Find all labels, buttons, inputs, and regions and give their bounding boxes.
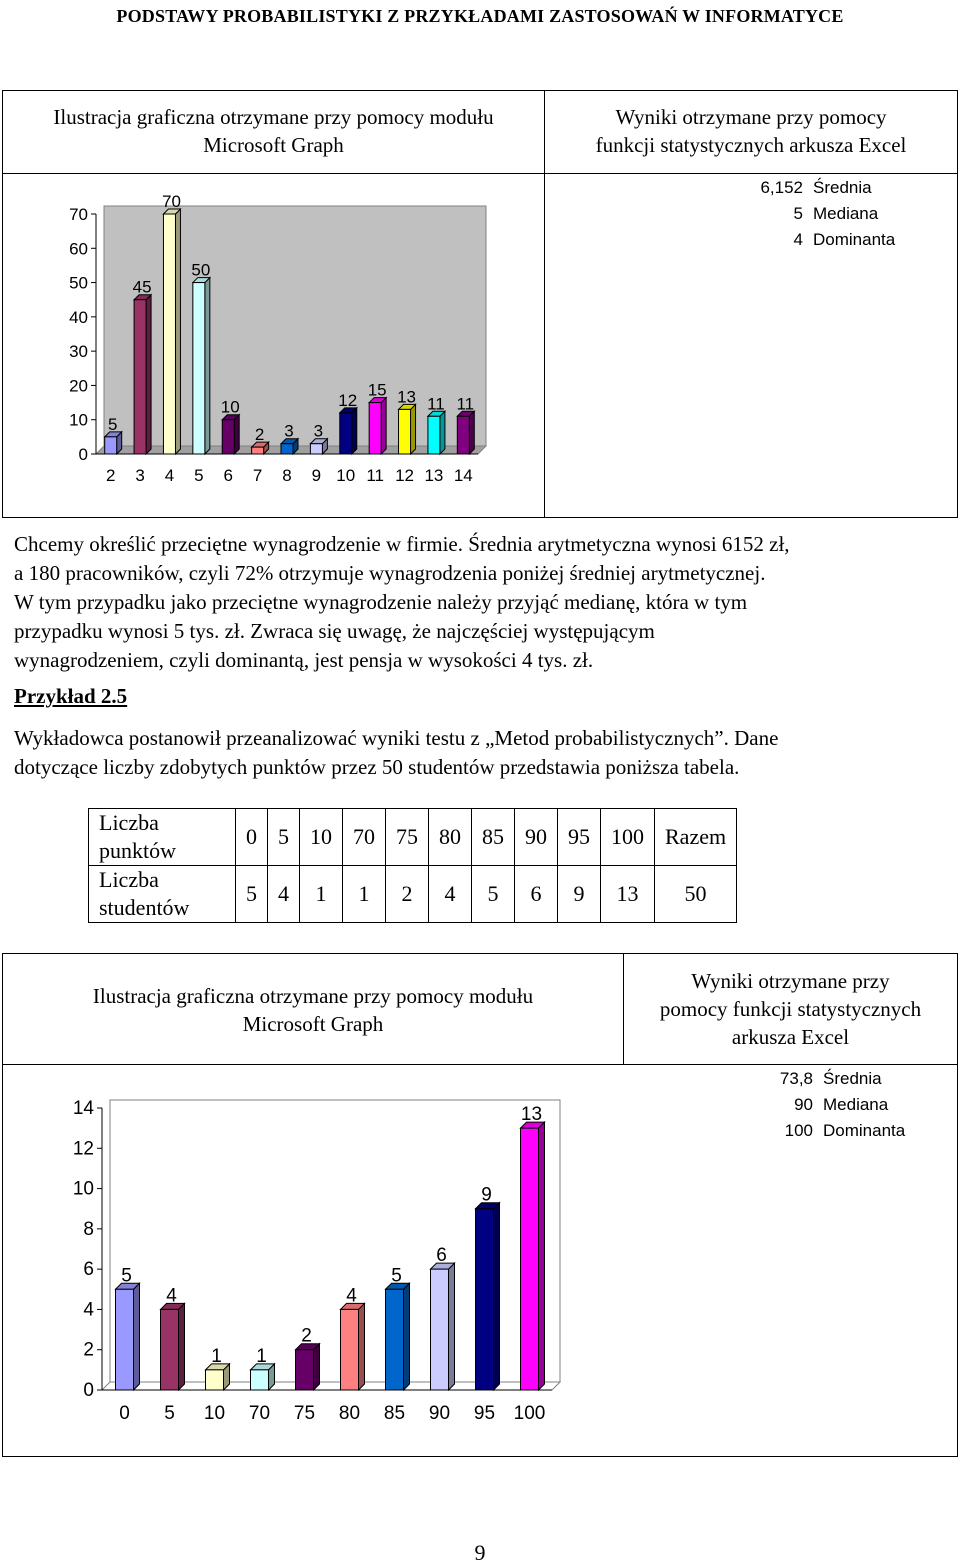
stat-label: Mediana [813,204,879,223]
excel-stats [733,175,895,253]
data-label: 11 [456,394,475,414]
table-cell: Razem [655,809,737,866]
data-label: 10 [220,397,240,417]
paragraph-1 [14,530,944,675]
x-tick-label: 2 [105,466,116,485]
table-divider [3,173,957,174]
data-label: 1 [211,1345,222,1367]
chart-bar [399,404,416,454]
text-line: dotyczące liczby zdobytych punktów przez 50 studentów przedstawia poniższa tabela. [14,755,740,779]
example-title: Przykład 2.5 [14,684,128,708]
table-cell: 95 [558,809,601,866]
stat-row-median [743,1092,905,1118]
y-tick-label: 50 [69,273,88,293]
text-line: a 180 pracowników, czyli 72% otrzymuje wynagrodzenia poniżej średniej arytmetycznej. [14,561,766,585]
data-label: 5 [121,1265,132,1287]
chart-bar [340,408,357,454]
table-cell: 80 [429,809,472,866]
y-tick-label: 60 [69,239,88,259]
x-tick-label: 11 [366,466,384,485]
header-line: Microsoft Graph [242,1012,384,1036]
y-tick-label: 14 [72,1098,94,1119]
data-label: 13 [397,387,416,407]
data-label: 3 [313,421,324,441]
chart-bar [161,1303,185,1390]
x-tick-label: 85 [383,1403,406,1424]
data-label: 5 [107,414,118,434]
chart-bar [281,439,298,454]
header-line: pomocy funkcji statystycznych [659,997,922,1021]
table-row [89,866,737,923]
y-tick-label: 20 [69,376,88,396]
data-label: 5 [391,1265,402,1287]
results-column-header [624,967,957,1051]
stat-row-mode [743,1118,905,1144]
stat-row-median [733,201,895,227]
data-label: 12 [338,390,358,410]
text-line: przypadku wynosi 5 tys. zł. Zwraca się uwagę, że najczęściej występującym [14,619,655,643]
x-tick-label: 8 [282,466,292,485]
data-label: 2 [254,425,265,445]
chart-bar [105,432,122,454]
y-tick-label: 0 [83,1380,94,1401]
data-label: 13 [520,1104,543,1126]
stat-value: 5 [793,204,803,223]
y-tick-label: 10 [72,1178,94,1200]
x-tick-label: 5 [164,1403,175,1424]
x-tick-label: 5 [194,466,204,485]
x-tick-label: 90 [428,1403,451,1424]
data-label: 15 [367,380,387,400]
stat-value: 100 [784,1121,813,1140]
text-line: Wykładowca postanowił przeanalizować wyniki testu z „Metod probabilistycznych”. Dane [14,726,779,750]
chart-bar [251,1364,275,1390]
row-label-students: Liczba studentów [89,866,236,923]
x-tick-label: 70 [248,1403,271,1424]
x-tick-label: 10 [203,1403,226,1424]
data-label: 45 [132,277,152,297]
header-line: Wyniki otrzymane przy pomocy [615,105,887,129]
table-row [89,809,737,866]
chart-bar [116,1283,140,1390]
y-tick-label: 6 [83,1259,94,1281]
chart-bar [222,415,239,454]
chart-bar [431,1263,455,1390]
data-label: 2 [301,1325,312,1347]
table-cell: 5 [268,809,300,866]
y-tick-label: 12 [72,1138,94,1160]
data-label: 4 [166,1285,177,1307]
data-label: 1 [256,1345,267,1367]
stat-label: Dominanta [823,1121,906,1140]
table-cell: 4 [268,866,300,923]
y-tick-label: 0 [78,445,88,464]
y-tick-label: 10 [69,410,88,430]
chart-bar [310,439,327,454]
table-cell: 70 [343,809,386,866]
x-tick-label: 14 [453,466,473,485]
table-cell: 2 [386,866,429,923]
stat-value: 73,8 [779,1069,813,1088]
chart-bar [386,1283,410,1390]
text-line: wynagrodzeniem, czyli dominantą, jest pensja w wysokości 4 tys. zł. [14,648,594,672]
x-tick-label: 13 [424,466,444,485]
text-line: Chcemy określić przeciętne wynagrodzenie w firmie. Średnia arytmetyczna wynosi 6152 zł, [14,532,790,556]
chart-bar [134,295,151,454]
x-tick-label: 12 [395,466,414,485]
table-cell: 5 [236,866,268,923]
header-line: arkusza Excel [731,1025,850,1049]
table-cell: 85 [472,809,515,866]
x-tick-label: 100 [513,1403,546,1424]
table-cell: 1 [300,866,343,923]
chart-column-header [3,103,544,159]
stat-label: Mediana [823,1095,889,1114]
x-tick-label: 9 [311,466,322,485]
x-tick-label: 3 [135,466,145,485]
text-line: W tym przypadku jako przeciętne wynagrodzenie należy przyjąć medianę, która w tym [14,590,748,614]
page-header: PODSTAWY PROBABILISTYKI Z PRZYKŁADAMI ZASTOSOWAŃ W INFORMATYCE [116,6,844,26]
y-tick-label: 70 [69,205,88,224]
stat-row-mean [733,175,895,201]
table-cell: 1 [343,866,386,923]
stat-label: Średnia [813,178,872,197]
data-label: 3 [284,421,294,441]
table-cell: 0 [236,809,268,866]
data-label: 6 [436,1245,447,1267]
stat-value: 90 [794,1095,813,1114]
table-cell: 9 [558,866,601,923]
y-tick-label: 40 [69,307,88,327]
table-cell: 10 [300,809,343,866]
paragraph-2 [14,724,944,782]
x-tick-label: 10 [336,466,356,485]
stat-value: 4 [793,230,803,249]
x-tick-label: 0 [119,1403,130,1424]
data-label: 4 [346,1285,357,1307]
chart-bar [206,1364,230,1390]
page-number: 9 [474,1540,486,1565]
chart-bar [341,1303,365,1390]
points-table [88,808,737,923]
chart-bar [428,411,445,454]
table-divider [3,1064,957,1065]
data-label: 9 [481,1184,492,1206]
table-cell: 50 [655,866,737,923]
chart-bar [369,398,386,454]
chart-bar [163,209,180,454]
y-tick-label: 8 [83,1218,94,1240]
header-line: Wyniki otrzymane przy [691,969,890,993]
stat-label: Średnia [823,1069,882,1088]
excel-stats [743,1066,905,1144]
table-cell: 75 [386,809,429,866]
table-cell: 5 [472,866,515,923]
table-cell: 13 [601,866,655,923]
chart-bar [193,278,210,454]
stat-row-mode [733,227,895,253]
table-cell: 90 [515,809,558,866]
data-label: 11 [427,394,445,414]
stat-row-mean [743,1066,905,1092]
header-line: Ilustracja graficzna otrzymane przy pomocy modułu [53,105,494,129]
header-line: funkcji statystycznych arkusza Excel [595,133,907,157]
chart-bar [296,1344,320,1390]
stat-label: Dominanta [813,230,896,249]
results-column-header [545,103,957,159]
chart-bar [476,1203,500,1390]
chart-column-header [3,982,623,1038]
header-line: Ilustracja graficzna otrzymane przy pomocy modułu [92,984,534,1008]
header-line: Microsoft Graph [203,133,344,157]
x-tick-label: 6 [223,466,233,485]
y-tick-label: 2 [83,1339,94,1361]
x-tick-label: 4 [164,466,175,485]
x-tick-label: 75 [293,1403,316,1424]
salary-bar-chart [0,176,540,506]
points-bar-chart [0,1070,600,1440]
table-cell: 6 [515,866,558,923]
x-tick-label: 80 [338,1403,361,1424]
chart-bar [457,411,474,454]
table-cell: 4 [429,866,472,923]
y-tick-label: 4 [83,1299,94,1321]
data-label: 70 [162,192,181,211]
x-tick-label: 95 [473,1403,496,1424]
chart-bar [521,1122,545,1390]
data-label: 50 [191,260,211,280]
y-tick-label: 30 [69,342,88,362]
x-tick-label: 7 [252,466,263,485]
table-cell: 100 [601,809,655,866]
row-label-points: Liczba punktów [89,809,236,866]
stat-value: 6,152 [760,178,803,197]
